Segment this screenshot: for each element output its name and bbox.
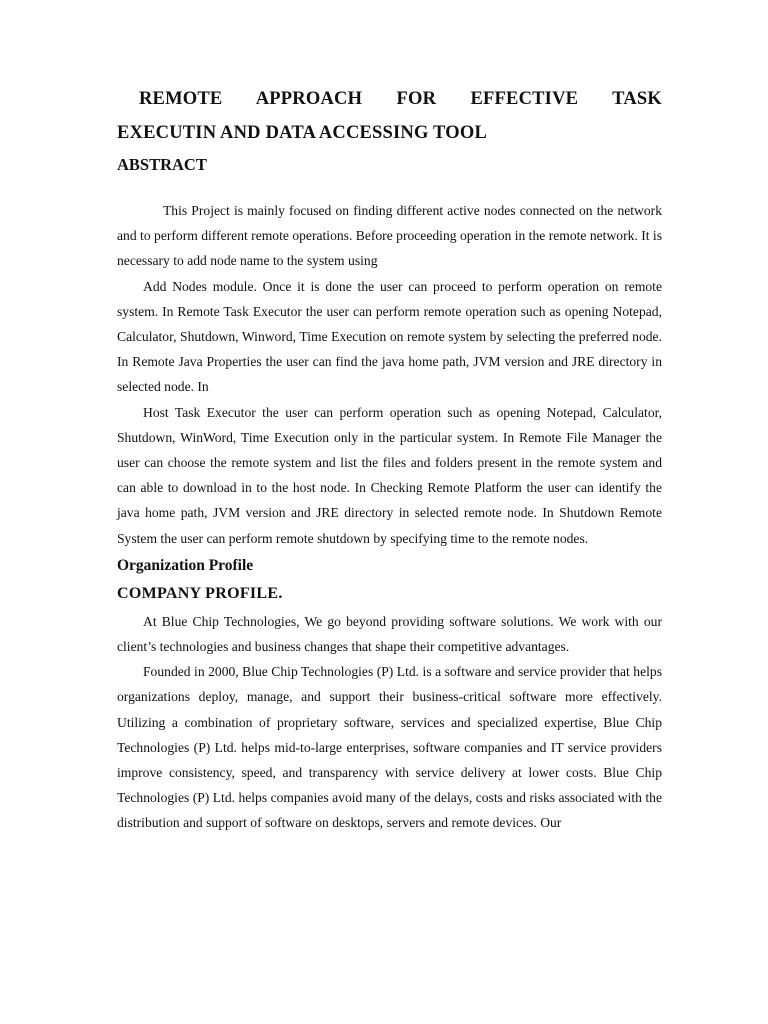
company-paragraph: Founded in 2000, Blue Chip Technologies (P) Ltd. is a software and service provider that helps organizations deploy, manage, and support their business-critical software more effectively. Utilizing a combination of proprietary software, services and specialized expertise, Blue Chip Technologies (P) Ltd. helps mid-to-large enterprises, software companies and IT service providers improve consistency, speed, and transparency with service delivery at lower costs. Blue Chip Technologies (P) Ltd. helps companies avoid many of the delays, costs and risks associated with the distribution and support of software on desktops, servers and remote devices. Our bbox=[117, 664, 662, 831]
document-page bbox=[117, 82, 662, 836]
organization-profile-heading: Organization Profile bbox=[117, 556, 254, 574]
abstract-paragraph: Host Task Executor the user can perform operation such as opening Notepad, Calculator, Shutdown, WinWord, Time Execution only in the particular system. In Remote File Manager the user can choose the remote system and list the files and folders present in the remote system and can able to download in to the host node. In Checking Remote Platform the user can identify the java home path, JVM version and JRE directory in selected remote node. In Shutdown Remote System the user can perform remote shutdown by specifying time to the remote nodes. bbox=[117, 404, 662, 546]
document-title-line-2: EXECUTIN AND DATA ACCESSING TOOL bbox=[117, 123, 487, 143]
company-paragraph: At Blue Chip Technologies, We go beyond providing software solutions. We work with our client’s technologies and business changes that shape their competitive advantages. bbox=[117, 613, 662, 655]
abstract-heading: ABSTRACT bbox=[117, 155, 207, 174]
abstract-paragraph: Add Nodes module. Once it is done the user can proceed to perform operation on remote system. In Remote Task Executor the user can perform remote operation such as opening Notepad, Calculator, Shutdown, Winword, Time Execution on remote system by selecting the preferred node. In Remote Java Properties the user can find the java home path, JVM version and JRE directory in selected node. In bbox=[117, 278, 662, 395]
company-profile-heading: COMPANY PROFILE. bbox=[117, 584, 283, 602]
document-title-line-1: REMOTE APPROACH FOR EFFECTIVE TASK bbox=[139, 89, 662, 109]
abstract-paragraph: This Project is mainly focused on finding different active nodes connected on the network and to perform different remote operations. Before proceeding operation in the remote network. It is necessary to add node name to the system using bbox=[117, 203, 662, 269]
